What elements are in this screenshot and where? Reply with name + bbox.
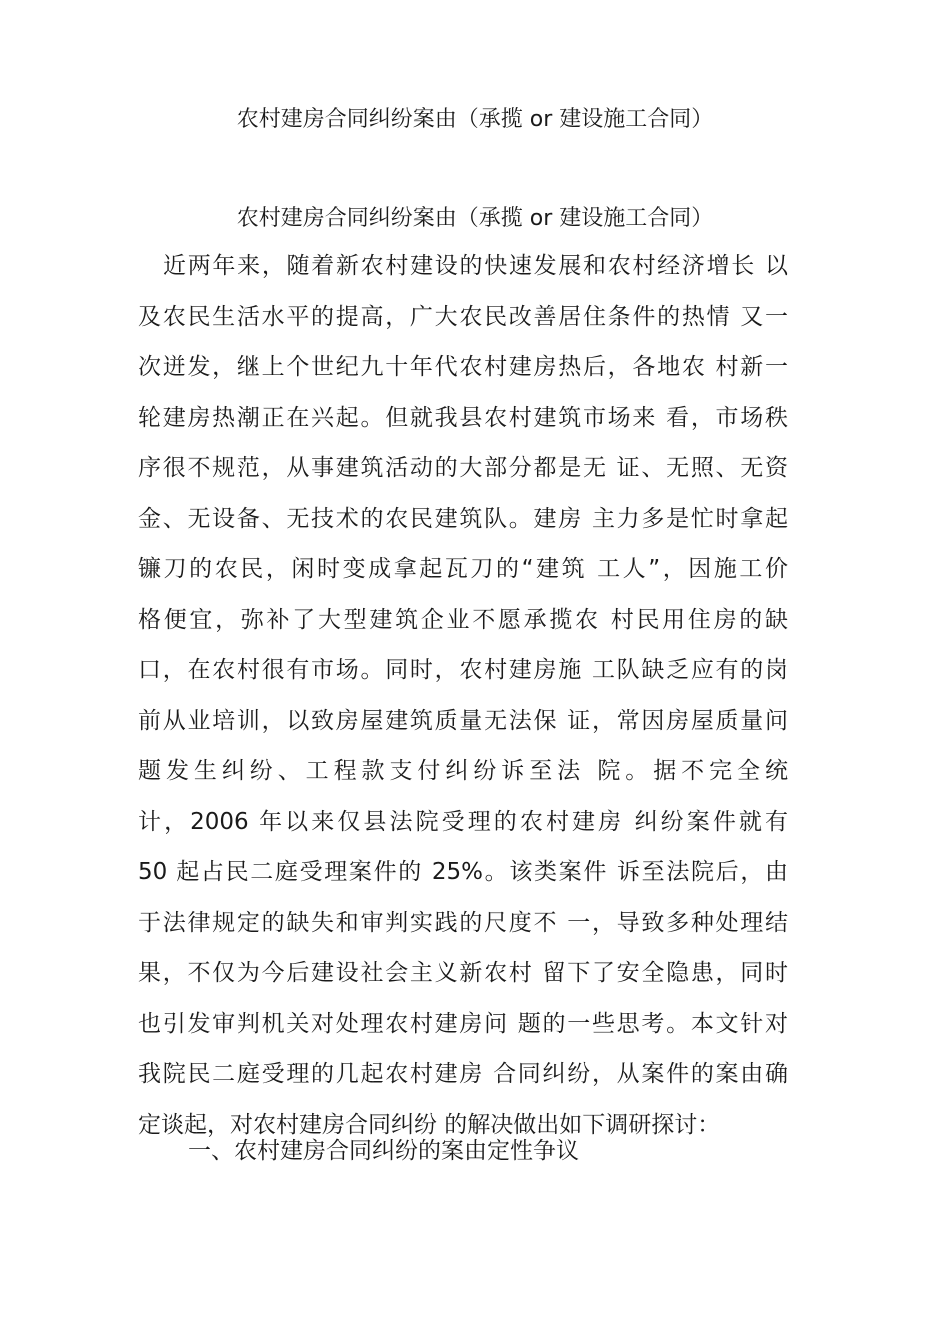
paragraph-line: 50 起占民二庭受理案件的 25%。该类案件 诉至法院后，由 xyxy=(138,859,788,885)
paragraph-line: 次迸发，继上个世纪九十年代农村建房热后，各地农 村新一 xyxy=(138,354,788,380)
section-heading: 一、农村建房合同纠纷的案由定性争议 xyxy=(188,1138,579,1164)
paragraph-line: 口，在农村很有市场。同时，农村建房施 工队缺乏应有的岗 xyxy=(138,657,788,683)
paragraph-line: 镰刀的农民，闲时变成拿起瓦刀的“建筑 工人”，因施工价 xyxy=(138,556,788,582)
paragraph-line: 轮建房热潮正在兴起。但就我县农村建筑市场来 看，市场秩 xyxy=(138,404,788,431)
paragraph-line: 计，2006 年以来仅县法院受理的农村建房 纠纷案件就有 xyxy=(138,808,788,835)
paragraph-line: 格便宜，弥补了大型建筑企业不愿承揽农 村民用住房的缺 xyxy=(138,606,788,633)
paragraph-line: 定谈起，对农村建房合同纠纷 的解决做出如下调研探讨： xyxy=(138,1111,721,1138)
paragraph-line: 序很不规范，从事建筑活动的大部分都是无 证、无照、无资 xyxy=(138,455,788,481)
body-paragraph xyxy=(138,247,788,1156)
paragraph-line: 金、无设备、无技术的农民建筑队。建房 主力多是忙时拿起 xyxy=(138,505,788,532)
paragraph-line: 我院民二庭受理的几起农村建房 合同纠纷，从案件的案由确 xyxy=(138,1061,788,1087)
paragraph-line: 及农民生活水平的提高，广大农民改善居住条件的热情 又一 xyxy=(138,303,788,330)
paragraph-line: 也引发审判机关对处理农村建房问 题的一些思考。本文针对 xyxy=(138,1010,788,1037)
paragraph-line: 于法律规定的缺失和审判实践的尺度不 一，导致多种处理结 xyxy=(138,909,788,936)
paragraph-line: 前从业培训，以致房屋建筑质量无法保 证，常因房屋质量问 xyxy=(138,707,788,734)
document-title: 农村建房合同纠纷案由（承揽 or 建设施工合同） xyxy=(236,107,714,132)
paragraph-line: 果，不仅为今后建设社会主义新农村 留下了安全隐患，同时 xyxy=(138,960,788,986)
paragraph-line: 题发生纠纷、工程款支付纠纷诉至法 院。据不完全统 xyxy=(138,758,788,784)
paragraph-line: 近两年来，随着新农村建设的快速发展和农村经济增长 以 xyxy=(163,253,788,279)
article-title: 农村建房合同纠纷案由（承揽 or 建设施工合同） xyxy=(236,206,714,231)
